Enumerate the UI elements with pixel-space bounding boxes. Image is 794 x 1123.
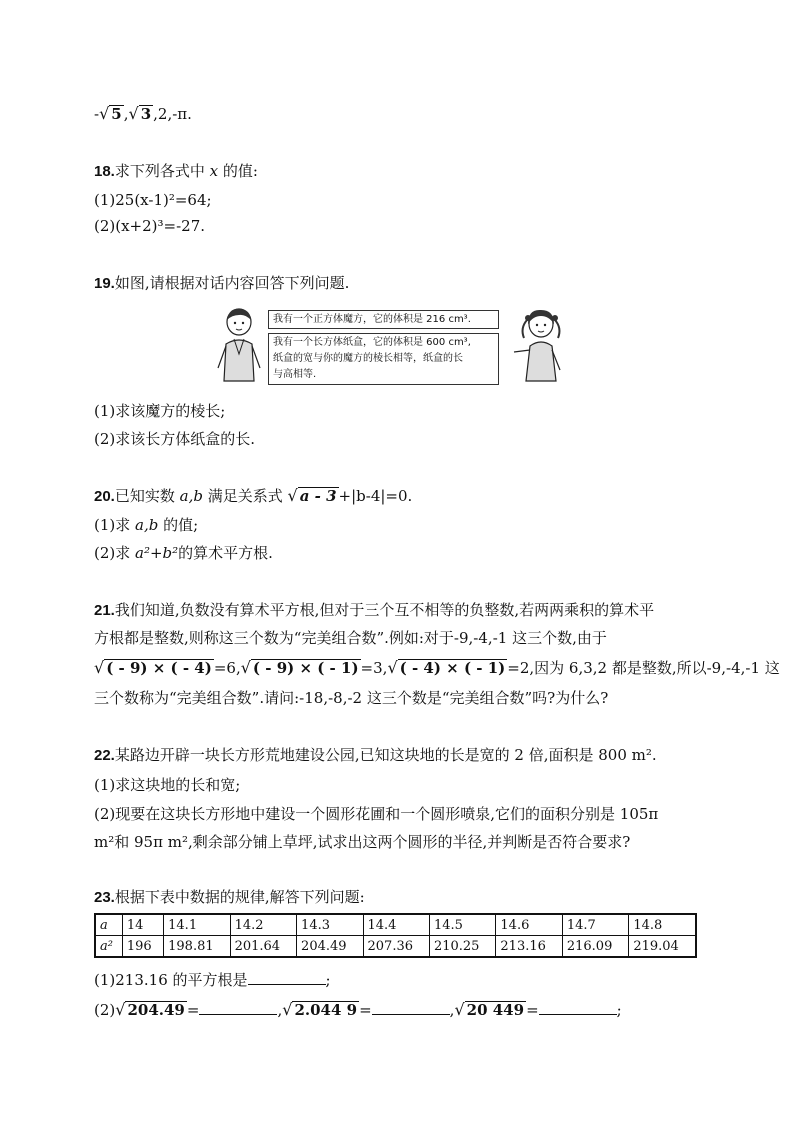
radicand-5: 5 bbox=[111, 105, 122, 123]
girl-illustration bbox=[506, 306, 576, 382]
bubble-girl-line1: 我有一个长方体纸盒，它的体积是 600 cm³, bbox=[273, 337, 471, 348]
q19-part2: (2)求该长方体纸盒的长. bbox=[94, 430, 256, 448]
table-cell: 219.04 bbox=[629, 936, 696, 958]
q21-line2: 方根都是整数,则称这三个数为“完美组合数”.例如:对于-9,-4,-1 这三个数,由于 bbox=[94, 629, 607, 647]
q22-stem bbox=[94, 745, 657, 766]
bubble-boy bbox=[268, 310, 499, 329]
q23-part1 bbox=[94, 970, 331, 990]
equals-sign: = bbox=[186, 1001, 200, 1019]
q18-var: x bbox=[209, 162, 219, 180]
boy-illustration bbox=[214, 306, 264, 382]
q20-p1-b: 的值; bbox=[158, 516, 199, 534]
table-cell: 14 bbox=[122, 914, 163, 936]
comma: , bbox=[449, 1001, 455, 1019]
q18-stem bbox=[94, 161, 258, 182]
q20-p1-a: (1)求 bbox=[94, 516, 136, 534]
table-cell: 14.1 bbox=[164, 914, 230, 936]
equals-sign: = bbox=[526, 1001, 539, 1019]
q23-stem bbox=[94, 887, 365, 908]
radical-sign: √ bbox=[282, 1000, 293, 1019]
table-cell: 216.09 bbox=[562, 936, 628, 958]
q19-number: 19. bbox=[94, 275, 115, 292]
q18-number: 18. bbox=[94, 163, 115, 180]
q21-number: 21. bbox=[94, 602, 115, 619]
q23-data-table bbox=[94, 913, 697, 958]
table-cell: 14.4 bbox=[363, 914, 429, 936]
q18-text-b: 的值: bbox=[218, 162, 258, 180]
q20-p2-b: 的算术平方根. bbox=[178, 544, 273, 562]
q20-stem bbox=[94, 486, 412, 507]
q22-part2-line1: (2)现要在这块长方形地中建设一个圆形花圃和一个圆形喷泉,它们的面积分别是 105π bbox=[94, 805, 659, 823]
answer-blank[interactable] bbox=[248, 970, 326, 985]
table-cell: 201.64 bbox=[230, 936, 296, 958]
q20-p1-vars: a,b bbox=[135, 516, 159, 534]
bubble-girl-line2: 纸盒的宽与你的魔方的棱长相等，纸盒的长 bbox=[273, 353, 463, 364]
q20-part1 bbox=[94, 515, 198, 535]
q22-part1: (1)求这块地的长和宽; bbox=[94, 776, 241, 794]
q19-part1: (1)求该魔方的棱长; bbox=[94, 402, 226, 420]
q20-part2 bbox=[94, 543, 273, 563]
q22-part2-line2: m²和 95π m²,剩余部分铺上草坪,试求出这两个圆形的半径,并判断是否符合要求? bbox=[94, 833, 631, 851]
table-cell: 14.8 bbox=[629, 914, 696, 936]
q23-text: 根据下表中数据的规律,解答下列问题: bbox=[114, 888, 365, 906]
q22-number: 22. bbox=[94, 747, 115, 764]
q21-radicand-1: ( - 9) × ( - 4) bbox=[106, 659, 212, 677]
table-cell: a² bbox=[95, 936, 122, 958]
q19-text: 如图,请根据对话内容回答下列问题. bbox=[114, 274, 350, 292]
q21-t1: =6, bbox=[213, 659, 241, 677]
q23-radicand-2: 2.044 9 bbox=[294, 1001, 358, 1019]
bubble-girl bbox=[268, 333, 499, 385]
radical-sign: √ bbox=[287, 486, 298, 505]
semicolon: ; bbox=[616, 1001, 622, 1019]
q21-line1 bbox=[94, 600, 654, 621]
q23-p1-end: ; bbox=[325, 971, 331, 989]
radical-sign: √ bbox=[115, 1000, 126, 1019]
table-row-a2 bbox=[95, 936, 696, 958]
q21-line3 bbox=[94, 658, 780, 678]
table-cell: 204.49 bbox=[297, 936, 363, 958]
q20-vars: a,b bbox=[179, 487, 203, 505]
comma: , bbox=[123, 105, 129, 123]
table-cell: 14.3 bbox=[297, 914, 363, 936]
rest-numbers: ,2,-π. bbox=[153, 105, 192, 123]
table-cell: 198.81 bbox=[164, 936, 230, 958]
q18-part1: (1)25(x-1)²=64; bbox=[94, 191, 212, 209]
q20-text-a: 已知实数 bbox=[114, 487, 180, 505]
q20-text-c: +|b-4|=0. bbox=[338, 487, 413, 505]
table-cell: 14.7 bbox=[562, 914, 628, 936]
q23-radicand-1: 204.49 bbox=[127, 1001, 185, 1019]
answer-blank[interactable] bbox=[539, 1000, 617, 1015]
q21-radicand-2: ( - 9) × ( - 1) bbox=[252, 659, 359, 677]
radical-sign: √ bbox=[454, 1000, 465, 1019]
q23-p1-text: (1)213.16 的平方根是 bbox=[94, 971, 248, 989]
q20-text-b: 满足关系式 bbox=[202, 487, 288, 505]
equals-sign: = bbox=[359, 1001, 372, 1019]
table-cell: 14.5 bbox=[429, 914, 495, 936]
radical-sign: √ bbox=[99, 104, 110, 123]
answer-blank[interactable] bbox=[199, 1000, 277, 1015]
q18-text-a: 求下列各式中 bbox=[114, 162, 210, 180]
top-expression-line bbox=[94, 104, 192, 124]
comma: , bbox=[277, 1001, 283, 1019]
q18-part2: (2)(x+2)³=-27. bbox=[94, 217, 206, 235]
q21-t3: =2,因为 6,3,2 都是整数,所以-9,-4,-1 这 bbox=[507, 659, 780, 677]
q21-line4: 三个数称为“完美组合数”.请问:-18,-8,-2 这三个数是“完美组合数”吗?为什么? bbox=[94, 689, 609, 707]
q21-t2: =3, bbox=[360, 659, 388, 677]
minus-sign: - bbox=[94, 105, 100, 123]
table-cell: 196 bbox=[122, 936, 163, 958]
q23-part2 bbox=[94, 1000, 622, 1020]
q19-stem bbox=[94, 273, 349, 294]
radicand-3: 3 bbox=[140, 105, 152, 123]
q21-text-1: 我们知道,负数没有算术平方根,但对于三个互不相等的负整数,若两两乘积的算术平 bbox=[114, 601, 655, 619]
radical-sign: √ bbox=[240, 658, 251, 677]
radical-sign: √ bbox=[128, 104, 139, 123]
table-cell: 210.25 bbox=[429, 936, 495, 958]
table-cell: 14.2 bbox=[230, 914, 296, 936]
q20-p2-expr: a²+b² bbox=[135, 544, 179, 562]
q20-p2-a: (2)求 bbox=[94, 544, 136, 562]
q23-p2-label: (2) bbox=[94, 1001, 116, 1019]
table-cell: 14.6 bbox=[496, 914, 562, 936]
table-cell: 207.36 bbox=[363, 936, 429, 958]
radical-sign: √ bbox=[94, 658, 105, 677]
answer-blank[interactable] bbox=[372, 1000, 450, 1015]
radical-sign: √ bbox=[387, 658, 398, 677]
q21-radicand-3: ( - 4) × ( - 1) bbox=[399, 659, 506, 677]
table-cell: a bbox=[95, 914, 122, 936]
q20-number: 20. bbox=[94, 488, 115, 505]
bubble-boy-text: 我有一个正方体魔方，它的体积是 216 cm³. bbox=[273, 314, 471, 325]
bubble-girl-line3: 与高相等. bbox=[273, 369, 317, 380]
q22-text: 某路边开辟一块长方形荒地建设公园,已知这块地的长是宽的 2 倍,面积是 800 m². bbox=[114, 746, 657, 764]
q23-radicand-3: 20 449 bbox=[466, 1001, 525, 1019]
table-row-a bbox=[95, 914, 696, 936]
table-cell: 213.16 bbox=[496, 936, 562, 958]
q23-number: 23. bbox=[94, 889, 115, 906]
q20-radicand: a - 3 bbox=[299, 487, 337, 505]
